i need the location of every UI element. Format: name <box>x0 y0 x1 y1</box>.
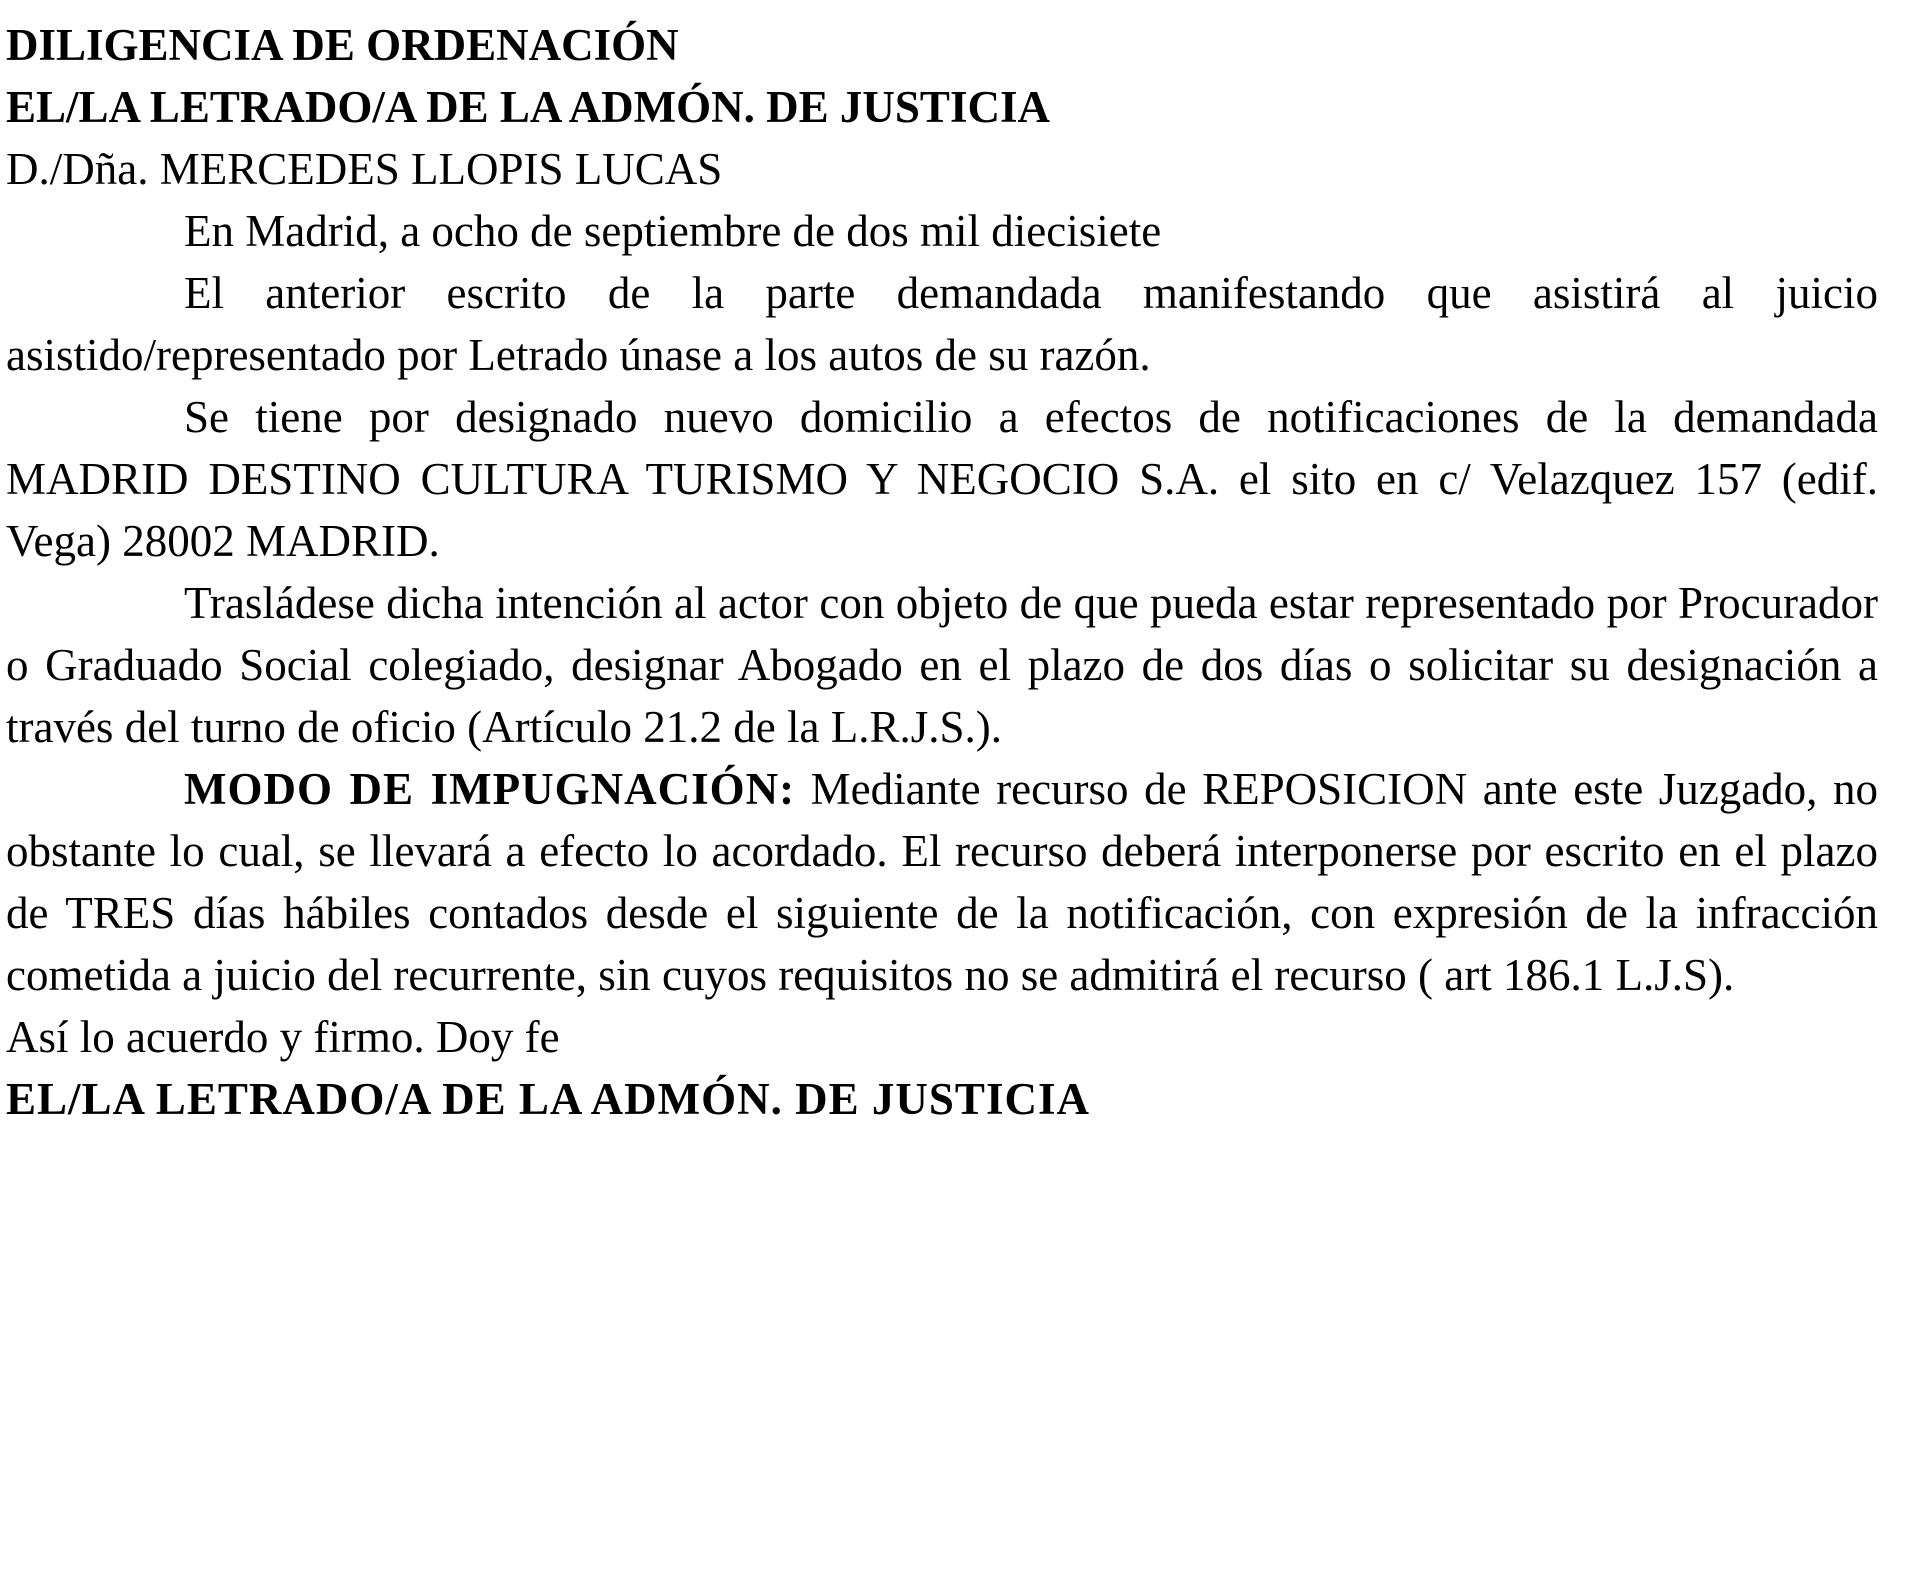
paragraph-modo-impugnacion <box>6 758 1878 1006</box>
signature-title: EL/LA LETRADO/A DE LA ADMÓN. DE JUSTICIA <box>6 1074 1090 1124</box>
official-name: D./Dña. MERCEDES LLOPIS LUCAS <box>6 144 723 194</box>
document-title: DILIGENCIA DE ORDENACIÓN <box>6 20 679 70</box>
paragraph-traslado-actor: Trasládese dicha intención al actor con objeto de que pueda estar representado por Procurador o Graduado Social colegiado, designar Abogado en el plazo de dos días o solicitar su designación a través del turno de oficio (Artículo 21.2 de la L.R.J.S.). <box>6 578 1878 752</box>
impugnacion-label: MODO DE IMPUGNACIÓN: <box>184 764 796 814</box>
authority-line: EL/LA LETRADO/A DE LA ADMÓN. DE JUSTICIA <box>6 82 1050 132</box>
closing-line: Así lo acuerdo y firmo. Doy fe <box>6 1012 560 1062</box>
date-line: En Madrid, a ocho de septiembre de dos mil diecisiete <box>184 206 1162 256</box>
paragraph-escrito-demandada: El anterior escrito de la parte demandada manifestando que asistirá al juicio asistido/representado por Letrado únase a los autos de su razón. <box>6 268 1878 380</box>
document-header <box>6 14 1878 200</box>
impugnacion-text: Mediante recurso de REPOSICION ante este Juzgado, no obstante lo cual, se llevará a efecto lo acordado. El recurso deberá interponerse por escrito en el plazo de TRES días hábiles contados desde el siguiente de la notificación, con expresión de la infracción cometida a juicio del recurrente, sin cuyos requisitos no se admitirá el recurso ( art 186.1 L.J.S). <box>6 764 1878 1000</box>
paragraph-nuevo-domicilio: Se tiene por designado nuevo domicilio a efectos de notificaciones de la demandada MADRID DESTINO CULTURA TURISMO Y NEGOCIO S.A. el sito en c/ Velazquez 157 (edif. Vega) 28002 MADRID. <box>6 392 1878 566</box>
